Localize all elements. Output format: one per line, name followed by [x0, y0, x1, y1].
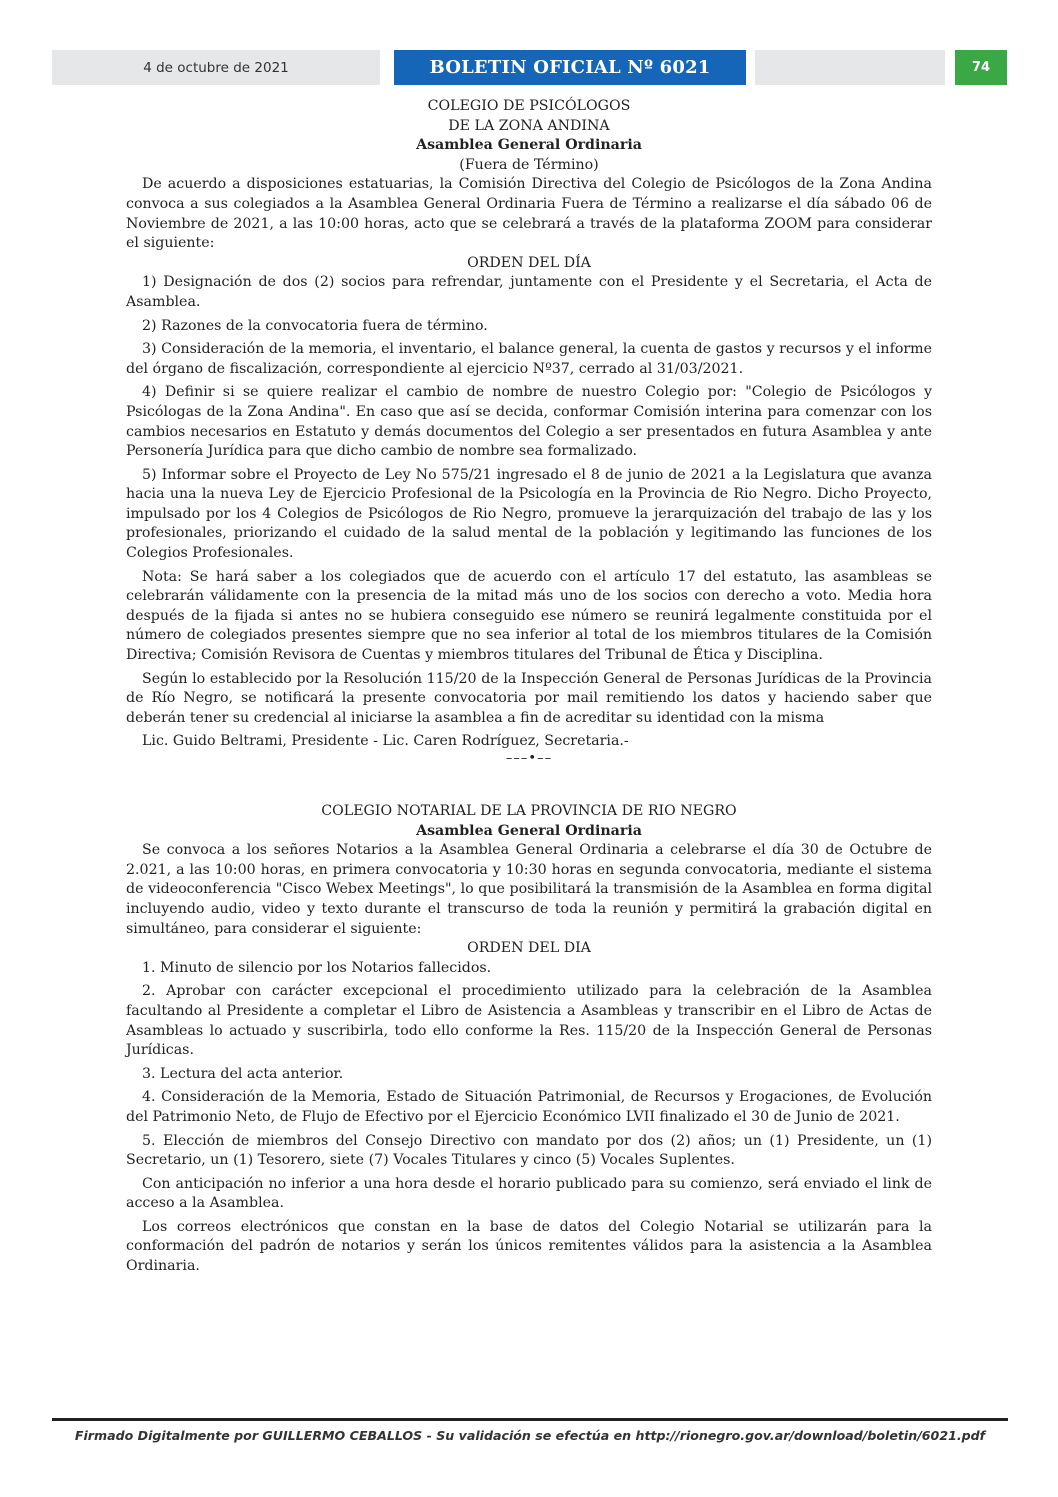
section2-link-note: Con anticipación no inferior a una hora desde el horario publicado para su comienzo, será enviado el link de acceso a la Asamblea.	[126, 1175, 932, 1212]
document-body	[126, 97, 932, 1281]
footer-divider	[52, 1418, 1008, 1421]
section1-item: 1) Designación de dos (2) socios para refrendar, juntamente con el Presidente y el Secretaria, el Acta de Asamblea.	[126, 274, 932, 310]
section1-intro: De acuerdo a disposiciones estatuarias, la Comisión Directiva del Colegio de Psicólogos de la Zona Andina convoca a sus colegiados a la Asamblea General Ordinaria Fuera de Término a realizarse el día sábado 06 de Noviembre de 2021, a las 10:00 horas, acto que se celebrará a través de la plataforma ZOOM para considerar el siguiente:	[126, 176, 932, 252]
digital-signature-footer: Firmado Digitalmente por GUILLERMO CEBALLOS - Su validación se efectúa en http://rionegro.gov.ar/download/boletin/6021.pdf	[74, 1428, 986, 1443]
section2-emails-note: Los correos electrónicos que constan en la base de datos del Colegio Notarial se utilizarán para la conformación del padrón de notarios y serán los únicos remitentes válidos para la asistencia a la Asamblea Ordinaria.	[126, 1218, 932, 1275]
page-number: 74	[955, 50, 1007, 85]
section1-orden-title: ORDEN DEL DÍA	[467, 254, 591, 271]
section1-heading	[126, 97, 932, 175]
section2-intro: Se convoca a los señores Notarios a la Asamblea General Ordinaria a celebrarse el día 30 de Octubre de 2.021, a las 10:00 horas, en primera convocatoria y 10:30 horas en segunda convocatoria, mediante el sistema de videoconferencia "Cisco Webex Meetings", lo que posibilitará la transmisión de la Asamblea en forma digital incluyendo audio, video y texto durante el transcurso de toda la reunión y permitirá la grabación digital en simultáneo, para considerar el siguiente:	[126, 842, 932, 937]
section1-heading-line2: DE LA ZONA ANDINA	[448, 117, 610, 134]
section2-item: 5. Elección de miembros del Consejo Directivo con mandato por dos (2) años; un (1) Presidente, un (1) Secretario, un (1) Tesorero, siete (7) Vocales Titulares y cinco (5) Vocales Suplentes.	[126, 1132, 932, 1169]
section1-resolucion: Según lo establecido por la Resolución 115/20 de la Inspección General de Personas Jurídicas de la Provincia de Río Negro, se notificará la presente convocatoria por mail remitiendo los datos y haciendo saber que deberán tener su credencial al iniciarse la asamblea a fin de acreditar su identidad con la misma	[126, 670, 932, 726]
section1-nota: Nota: Se hará saber a los colegiados que de acuerdo con el artículo 17 del estatuto, las asambleas se celebrarán válidamente con la presencia de la mitad más uno de los socios con derecho a voto. Media hora después de la fijada si antes no se hubiera conseguido ese número se reunirá legalmente constituida por el número de colegiados presentes siempre que no sea inferior al total de los miembros titulares de la Comisión Directiva; Comisión Revisora de Cuentas y miembros titulares del Tribunal de Ética y Disciplina.	[126, 568, 932, 664]
section1-item: 3) Consideración de la memoria, el inventario, el balance general, la cuenta de gastos y recursos y el informe del órgano de fiscalización, correspondiente al ejercicio Nº37, cerrado al 31/03/2021.	[126, 341, 932, 377]
section1-subheading: Asamblea General Ordinaria	[416, 137, 642, 154]
header-spacer	[755, 50, 945, 85]
section-notarial	[126, 802, 932, 1277]
bulletin-title: BOLETIN OFICIAL Nº 6021	[394, 50, 746, 85]
section1-item: 2) Razones de la convocatoria fuera de término.	[142, 317, 488, 334]
section2-heading	[126, 802, 932, 841]
section1-item: 4) Definir si se quiere realizar el cambio de nombre de nuestro Colegio por: "Colegio de Psicólogos y Psicólogas de la Zona Andina". En caso que así se decida, conformar Comisión interina para comenzar con los cambios necesarios en Estatuto y demás documentos del Colegio a ser presentados en futura Asamblea y ante Personería Jurídica para que dicho cambio de nombre sea formalizado.	[126, 384, 932, 460]
section2-orden-title: ORDEN DEL DIA	[467, 940, 591, 957]
section-separator: –––•––	[505, 751, 553, 766]
publication-date: 4 de octubre de 2021	[52, 50, 380, 85]
section2-item: 3. Lectura del acta anterior.	[142, 1065, 344, 1082]
section1-note: (Fuera de Término)	[459, 156, 599, 173]
section2-item: 2. Aprobar con carácter excepcional el procedimiento utilizado para la celebración de la Asamblea facultando al Presidente a completar el Libro de Asistencia a Asambleas y transcribir en el Libro de Actas de Asambleas lo actuado y suscribirla, todo ello conforme la Res. 115/20 de la Inspección General de Personas Jurídicas.	[126, 983, 932, 1059]
section2-item: 4. Consideración de la Memoria, Estado de Situación Patrimonial, de Recursos y Erogaciones, de Evolución del Patrimonio Neto, de Flujo de Efectivo por el Ejercicio Económico LVII finalizado el 30 de Junio de 2021.	[126, 1089, 932, 1125]
section2-subheading: Asamblea General Ordinaria	[416, 822, 642, 839]
section1-signature: Lic. Guido Beltrami, Presidente - Lic. Caren Rodríguez, Secretaria.-	[142, 733, 629, 750]
section-psicologos	[126, 97, 932, 766]
section1-heading-line1: COLEGIO DE PSICÓLOGOS	[427, 98, 631, 114]
section2-heading-line: COLEGIO NOTARIAL DE LA PROVINCIA DE RIO NEGRO	[321, 803, 737, 819]
section2-item: 1. Minuto de silencio por los Notarios fallecidos.	[142, 959, 492, 976]
section1-item: 5) Informar sobre el Proyecto de Ley No 575/21 ingresado el 8 de junio de 2021 a la Legislatura que avanza hacia una la nueva Ley de Ejercicio Profesional de la Psicología en la Provincia de Rio Negro. Dicho Proyecto, impulsado por los 4 Colegios de Psicólogos de Rio Negro, promueve la jerarquización del trabajo de las y los profesionales, priorizando el cuidado de la salud mental de la población y legitimando las funciones de los Colegios Profesionales.	[126, 466, 932, 562]
